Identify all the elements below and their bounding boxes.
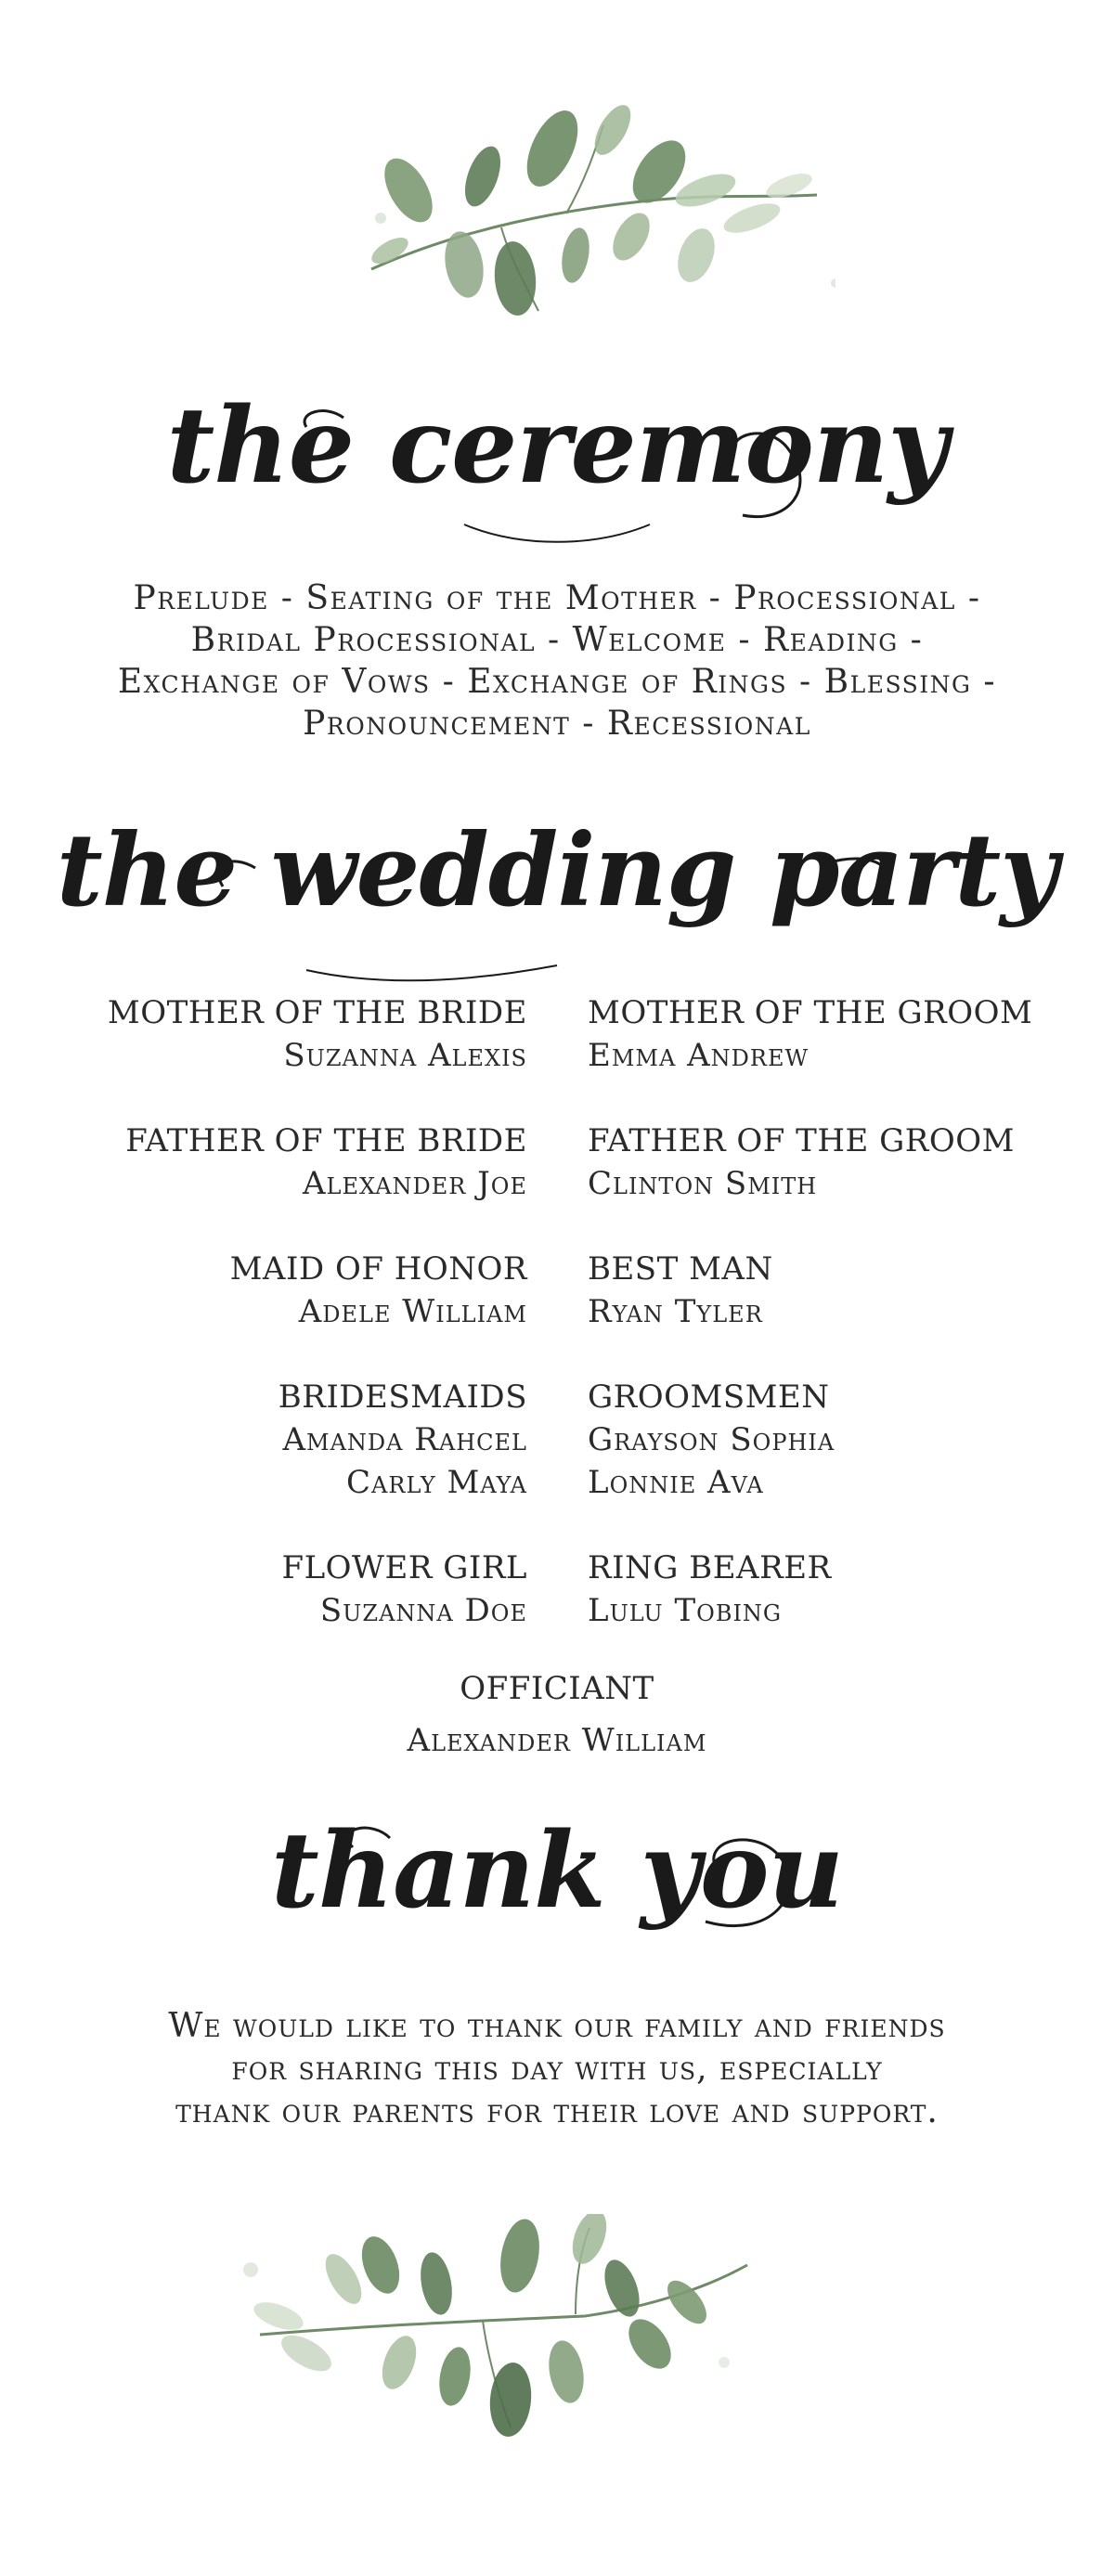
person-name: Amanda Rahcel (282, 1421, 527, 1458)
person-name: Emma Andrew (588, 1037, 810, 1074)
role-label: BRIDESMAIDS (278, 1379, 527, 1416)
wedding-party-heading: the wedding party (56, 812, 1058, 929)
party-left-column (282, 1547, 527, 1632)
role-label: MOTHER OF THE BRIDE (107, 994, 527, 1031)
person-name: Ryan Tyler (588, 1293, 763, 1330)
thank-you-message (93, 2005, 1021, 2133)
ceremony-order-of-service (84, 577, 1030, 744)
role-label: FLOWER GIRL (281, 1549, 527, 1586)
role-label: MOTHER OF THE GROOM (588, 994, 1033, 1031)
person-name: Carly Maya (346, 1464, 527, 1501)
officiant-block (0, 1667, 1114, 1762)
ceremony-line: Exchange of Vows - Exchange of Rings - Blessing - (117, 663, 997, 701)
thank-you-line: for sharing this day with us, especially (231, 2050, 883, 2088)
officiant-role-label: OFFICIANT (460, 1670, 654, 1707)
role-label: FATHER OF THE BRIDE (125, 1122, 527, 1159)
eucalyptus-top-illustration (353, 97, 836, 339)
thank-you-line: We would like to thank our family and friends (168, 2007, 946, 2045)
party-right-column (588, 991, 1032, 1077)
role-label: BEST MAN (588, 1250, 773, 1288)
party-right-column (588, 1248, 773, 1333)
party-left-column (108, 991, 527, 1077)
person-name: Alexander Joe (302, 1165, 527, 1202)
party-left-column (278, 1376, 527, 1504)
person-name: Suzanna Alexis (283, 1037, 527, 1074)
thank-you-line: thank our parents for their love and support. (175, 2092, 939, 2130)
party-right-column (588, 1376, 835, 1504)
person-name: Grayson Sophia (588, 1421, 836, 1458)
role-label: RING BEARER (588, 1549, 832, 1586)
thank-you-heading: thank you (271, 1810, 843, 1932)
ceremony-line: Bridal Processional - Welcome - Reading - (190, 621, 924, 659)
person-name: Suzanna Doe (319, 1592, 527, 1629)
person-name: Lonnie Ava (588, 1464, 764, 1501)
person-name: Clinton Smith (588, 1165, 818, 1202)
eucalyptus-bottom-illustration (241, 2214, 761, 2465)
ceremony-line: Pronouncement - Recessional (303, 705, 811, 743)
ceremony-line: Prelude - Seating of the Mother - Processional - (133, 579, 981, 617)
party-left-column (230, 1248, 527, 1333)
role-label: FATHER OF THE GROOM (588, 1122, 1015, 1159)
ceremony-heading: the ceremony (166, 385, 948, 507)
role-label: GROOMSMEN (588, 1379, 830, 1416)
party-left-column (125, 1120, 527, 1205)
person-name: Lulu Tobing (588, 1592, 783, 1629)
party-right-column (588, 1547, 832, 1632)
role-label: MAID OF HONOR (229, 1250, 527, 1288)
person-name: Adele William (298, 1293, 527, 1330)
party-right-column (588, 1120, 1015, 1205)
officiant-name: Alexander William (407, 1722, 707, 1759)
